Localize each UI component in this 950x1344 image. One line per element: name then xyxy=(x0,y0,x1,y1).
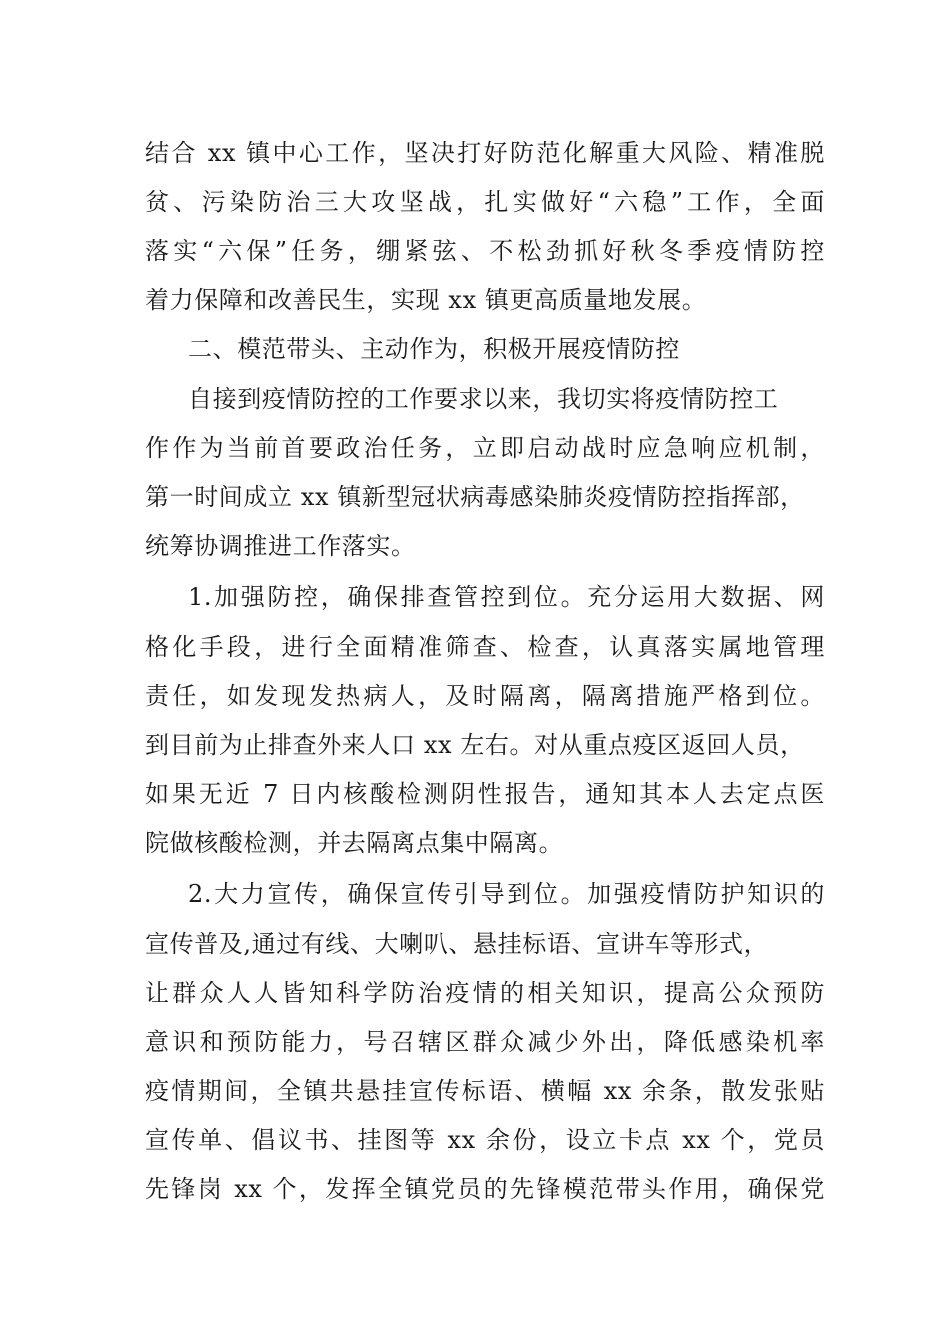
text-line: 结合 xx 镇中心工作，坚决打好防范化解重大风险、精准脱 xyxy=(145,139,825,167)
text-line: 作作为当前首要政治任务，立即启动战时应急响应机制， xyxy=(145,434,825,462)
text-line: 让群众人人皆知科学防治疫情的相关知识，提高公众预防 xyxy=(145,979,825,1007)
text-line: 贫、污染防治三大攻坚战，扎实做好“六稳”工作，全面 xyxy=(145,188,825,216)
text-line: 宣传普及,通过有线、大喇叭、悬挂标语、宣讲车等形式， xyxy=(145,930,769,958)
list-item-heading: 2.大力宣传，确保宣传引导到位。加强疫情防护知识的 xyxy=(188,880,825,908)
text-line: 宣传单、倡议书、挂图等 xx 余份，设立卡点 xx 个，党员 xyxy=(145,1126,825,1154)
text-line: 自接到疫情防控的工作要求以来，我切实将疫情防控工 xyxy=(188,385,779,413)
text-line: 落实“六保”任务，绷紧弦、不松劲抓好秋冬季疫情防控 xyxy=(145,237,825,265)
text-line: 如果无近 7 日内核酸检测阴性报告，通知其本人去定点医 xyxy=(145,780,825,808)
list-item-heading: 1.加强防控，确保排查管控到位。充分运用大数据、网 xyxy=(188,583,825,611)
section-heading: 二、模范带头、主动作为，积极开展疫情防控 xyxy=(188,335,680,363)
text-line: 意识和预防能力，号召辖区群众减少外出，降低感染机率 xyxy=(145,1028,825,1056)
text-line: 疫情期间，全镇共悬挂宣传标语、横幅 xx 余条，散发张贴 xyxy=(145,1077,825,1105)
text-line: 责任，如发现发热病人，及时隔离，隔离措施严格到位。 xyxy=(145,682,825,710)
text-line: 着力保障和改善民生，实现 xx 镇更高质量地发展。 xyxy=(145,286,707,314)
text-line: 统筹协调推进工作落实。 xyxy=(145,532,416,560)
text-line: 先锋岗 xx 个，发挥全镇党员的先锋模范带头作用，确保党 xyxy=(145,1175,825,1203)
text-line: 格化手段，进行全面精准筛查、检查，认真落实属地管理 xyxy=(145,633,825,661)
text-line: 到目前为止排查外来人口 xx 左右。对从重点疫区返回人员， xyxy=(145,731,805,759)
text-line: 第一时间成立 xx 镇新型冠状病毒感染肺炎疫情防控指挥部， xyxy=(145,483,805,511)
text-line: 院做核酸检测，并去隔离点集中隔离。 xyxy=(145,829,564,857)
